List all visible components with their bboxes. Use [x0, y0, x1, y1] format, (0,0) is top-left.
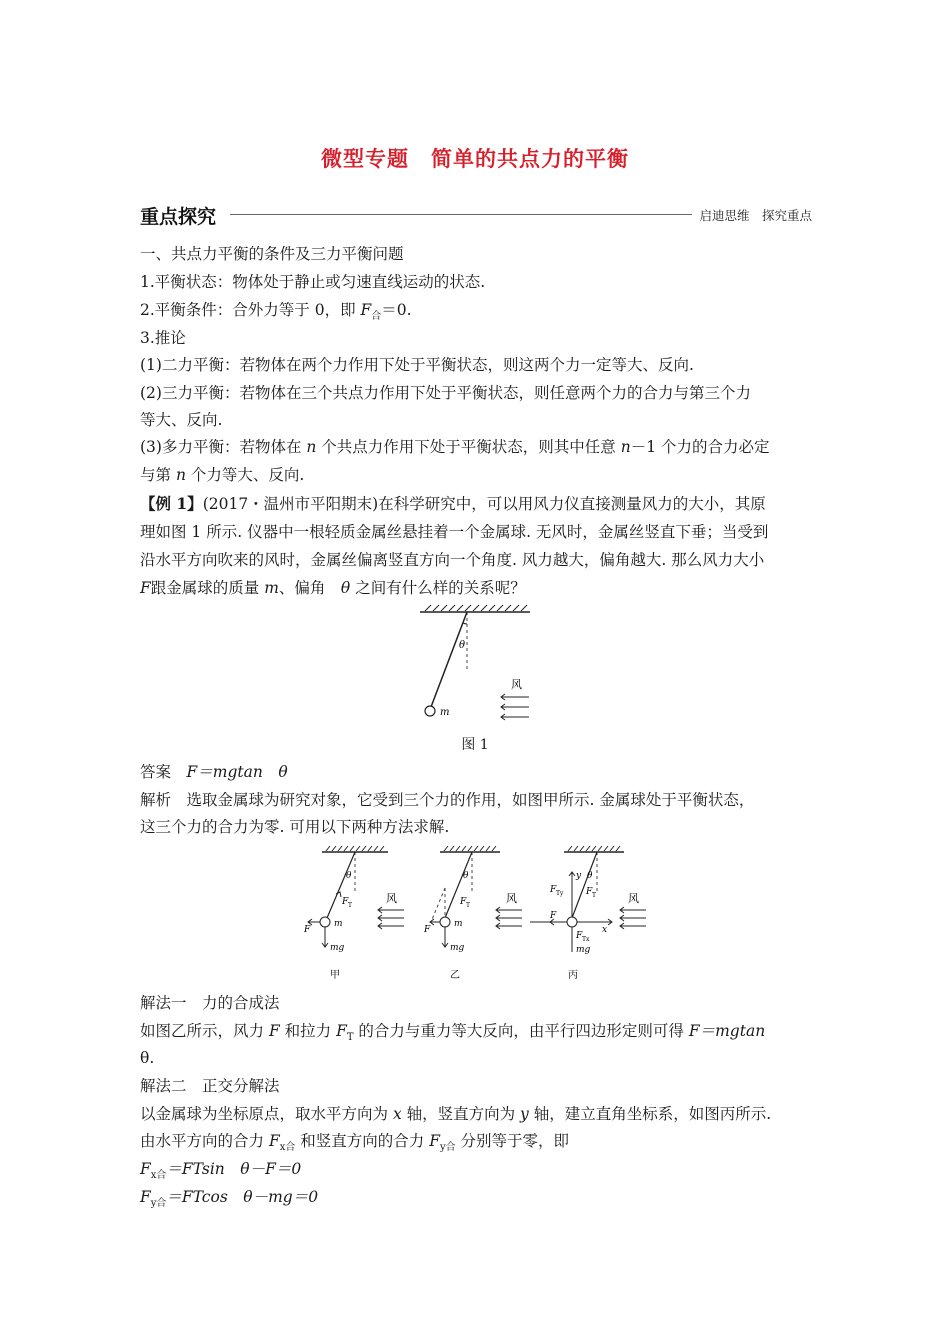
method-1-line-1: 如图乙所示，风力 F 和拉力 $F_T$ 的合力与重力等大反向，由平行四边形定则可得 F＝mgtan	[140, 1022, 766, 1044]
svg-text:F: F	[576, 931, 583, 941]
example-1-line-3: 沿水平方向吹来的风时，金属丝偏离竖直方向一个角度. 风力越大，偏角越大. 那么风力大小	[140, 551, 765, 569]
diagram-bing	[530, 846, 646, 981]
svg-text:T: T	[348, 902, 353, 909]
point-3-3a: (3)多力平衡：若物体在 n 个共点力作用下处于平衡状态，则其中任意 n－1 个力的合力必定	[140, 438, 770, 456]
heading-1: 一、共点力平衡的条件及三力平衡问题	[140, 245, 404, 263]
method-2-line-2: 由水平方向的合力 $F_{x合}$ 和竖直方向的合力 $F_{y合}$ 分别等于零，即	[140, 1132, 570, 1154]
method-1-line-2: θ.	[140, 1049, 155, 1067]
point-1: 1.平衡状态：物体处于静止或匀速直线运动的状态.	[140, 273, 486, 291]
example-1-line-1: 【例 1】(2017・温州市平阳期末)在科学研究中，可以用风力仪直接测量风力的大小，其原	[140, 494, 766, 513]
section-label: 重点探究	[140, 206, 217, 228]
svg-text:mg: mg	[576, 945, 591, 955]
figure-2-diagrams	[300, 842, 660, 982]
diagram-yi	[423, 846, 522, 981]
point-3-2b: 等大、反向.	[140, 411, 223, 429]
svg-text:mg: mg	[450, 943, 465, 953]
equation-x: $F_{x合}=FTsin$ θ－F＝0	[140, 1160, 302, 1182]
method-2-line-1: 以金属球为坐标原点，取水平方向为 x 轴，竖直方向为 y 轴，建立直角坐标系，如图丙所示.	[140, 1105, 772, 1123]
section-tag: 启迪思维 探究重点	[699, 208, 812, 223]
figure-1-caption: 图 1	[461, 737, 489, 753]
section-divider	[230, 214, 692, 215]
section-header	[140, 200, 812, 228]
svg-text:风: 风	[628, 892, 639, 905]
page-title: 微型专题 简单的共点力的平衡	[321, 147, 629, 171]
example-label: 【例 1】	[140, 494, 203, 513]
svg-text:F: F	[550, 885, 557, 895]
diagram-label-yi: 乙	[450, 970, 460, 981]
analysis-line-1: 解析 选取金属球为研究对象，它受到三个力的作用，如图甲所示. 金属球处于平衡状态，	[140, 791, 755, 809]
point-3-1: (1)二力平衡：若物体在两个力作用下处于平衡状态，则这两个力一定等大、反向.	[140, 356, 694, 374]
method-1-title: 解法一 力的合成法	[140, 994, 280, 1012]
svg-text:θ: θ	[346, 871, 352, 881]
svg-text:mg: mg	[330, 943, 345, 953]
point-2: 2.平衡条件：合外力等于 0，即 $F_合=0$.	[140, 301, 412, 323]
example-1-line-2: 理如图 1 所示. 仪器中一根轻质金属丝悬挂着一个金属球. 无风时，金属丝竖直下垂；当受到	[140, 523, 769, 541]
svg-text:x: x	[602, 925, 608, 935]
svg-text:Tx: Tx	[582, 936, 590, 943]
svg-text:F: F	[550, 911, 557, 921]
svg-text:T: T	[466, 902, 471, 909]
point-3: 3.推论	[140, 329, 186, 347]
fig1-wind-arrows	[501, 694, 529, 720]
answer-formula: F＝mgtan θ	[186, 763, 288, 781]
diagram-label-jia: 甲	[330, 970, 340, 981]
svg-text:Ty: Ty	[556, 890, 564, 897]
svg-text:θ: θ	[463, 871, 469, 881]
svg-text:m: m	[454, 919, 463, 929]
svg-text:风: 风	[386, 892, 397, 905]
svg-text:F: F	[586, 887, 593, 897]
equation-y: $F_{y合}=FTcos$ θ－mg＝0	[140, 1188, 319, 1210]
diagram-jia	[303, 846, 404, 981]
example-1-line-4: F跟金属球的质量 m、偏角 θ 之间有什么样的关系呢？	[140, 579, 526, 597]
diagram-label-bing: 丙	[568, 970, 578, 981]
fig1-theta-label: θ	[459, 640, 466, 651]
svg-text:F: F	[342, 897, 349, 907]
svg-text:y: y	[576, 871, 582, 881]
figure-1-diagram	[415, 602, 540, 727]
svg-text:F: F	[304, 925, 311, 935]
point-3-3b: 与第 n 个力等大、反向.	[140, 466, 305, 484]
point-3-2a: (2)三力平衡：若物体在三个共点力作用下处于平衡状态，则任意两个力的合力与第三个力	[140, 384, 751, 402]
svg-text:F: F	[460, 897, 467, 907]
fig1-wind-label: 风	[511, 678, 522, 691]
analysis-line-2: 这三个力的合力为零. 可用以下两种方法求解.	[140, 818, 450, 836]
svg-text:T: T	[592, 892, 597, 899]
fig1-mass-label: m	[440, 707, 450, 718]
svg-text:F: F	[424, 925, 431, 935]
answer-line: 答案 F＝mgtan θ	[140, 763, 288, 781]
method-2-title: 解法二 正交分解法	[140, 1077, 280, 1095]
svg-text:m: m	[334, 919, 343, 929]
svg-text:风: 风	[506, 892, 517, 905]
svg-text:θ: θ	[587, 871, 593, 881]
